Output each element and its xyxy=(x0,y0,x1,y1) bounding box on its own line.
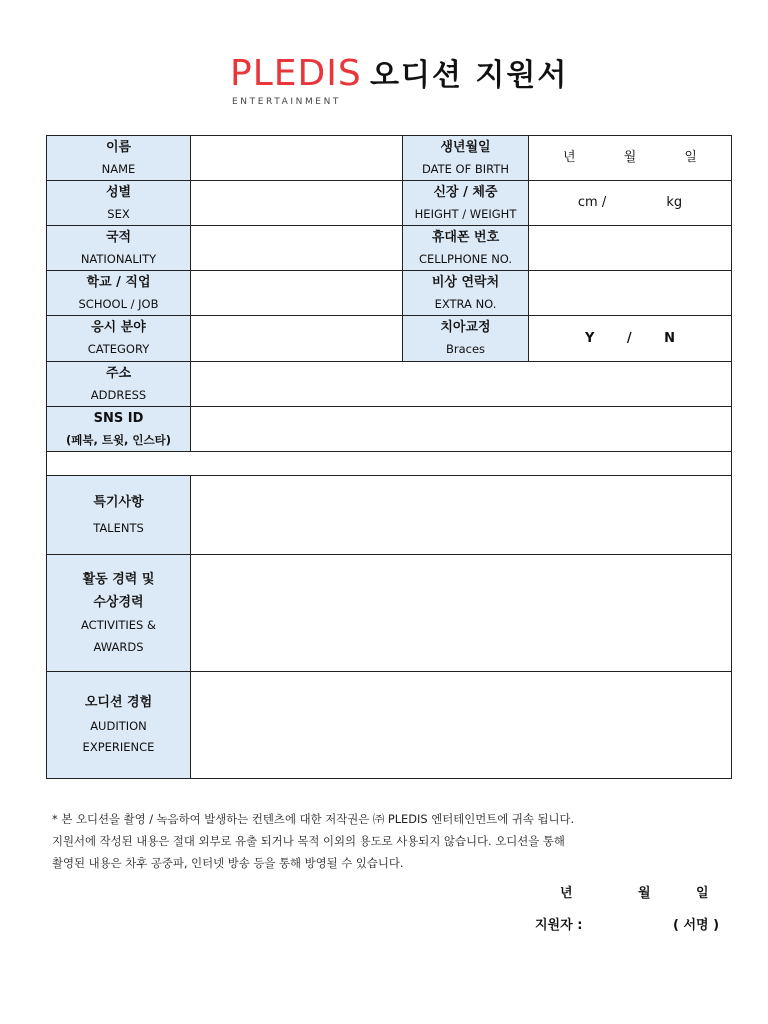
copyright-notice xyxy=(52,808,732,874)
extra-no-label: 비상 연락처 EXTRA NO. xyxy=(403,271,529,316)
weight-unit: kg xyxy=(666,195,683,211)
category-label: 응시 분야 CATEGORY xyxy=(47,316,191,362)
sign-year-unit: 년 xyxy=(560,886,573,901)
audition-label: 오디션 경험 AUDITION EXPERIENCE xyxy=(47,672,191,779)
activities-label: 활동 경력 및 수상경력 ACTIVITIES & AWARDS xyxy=(47,555,191,672)
birth-field[interactable] xyxy=(529,136,732,181)
address-label: 주소 ADDRESS xyxy=(47,362,191,407)
notice-line-1: * 본 오디션을 촬영 / 녹음하여 발생하는 컨텐츠에 대한 저작권은 ㈜ PLEDIS 엔터테인먼트에 귀속 됩니다. xyxy=(52,812,575,826)
sign-day-unit: 일 xyxy=(696,886,709,901)
braces-yes-option[interactable]: Y xyxy=(584,330,595,346)
extra-no-field[interactable] xyxy=(529,271,732,316)
cellphone-label: 휴대폰 번호 CELLPHONE NO. xyxy=(403,226,529,271)
height-unit: cm / xyxy=(577,195,607,211)
school-job-label: 학교 / 직업 SCHOOL / JOB xyxy=(47,271,191,316)
birth-year-unit: 년 xyxy=(563,150,576,166)
cellphone-field[interactable] xyxy=(529,226,732,271)
notice-line-3: 촬영된 내용은 차후 공중파, 인터넷 방송 등을 통해 방영될 수 있습니다. xyxy=(52,856,404,870)
logo-subtitle: ENTERTAINMENT xyxy=(232,97,342,107)
birth-month-unit: 월 xyxy=(623,150,637,166)
name-label: 이름 NAME xyxy=(47,136,191,181)
school-job-field[interactable] xyxy=(191,271,403,316)
application-form-table xyxy=(46,135,732,779)
talents-field[interactable] xyxy=(191,476,732,555)
braces-slash: / xyxy=(626,330,632,346)
sex-label: 성별 SEX xyxy=(47,181,191,226)
activities-field[interactable] xyxy=(191,555,732,672)
audition-field[interactable] xyxy=(191,672,732,779)
form-header xyxy=(0,52,768,112)
spacer-row xyxy=(47,452,732,476)
nationality-field[interactable] xyxy=(191,226,403,271)
braces-no-option[interactable]: N xyxy=(664,330,676,346)
height-weight-field[interactable] xyxy=(529,181,732,226)
sex-field[interactable] xyxy=(191,181,403,226)
sns-field[interactable] xyxy=(191,407,732,452)
sns-label: SNS ID (페북, 트윗, 인스타) xyxy=(47,407,191,452)
sign-month-unit: 월 xyxy=(638,886,651,901)
address-field[interactable] xyxy=(191,362,732,407)
page-title: 오디션 지원서 xyxy=(370,58,569,93)
applicant-label: 지원자 : xyxy=(535,918,583,933)
notice-line-2: 지원서에 작성된 내용은 절대 외부로 유출 되거나 목적 이외의 용도로 사용되지 않습니다. 오디션을 통해 xyxy=(52,834,565,848)
height-weight-label: 신장 / 체중 HEIGHT / WEIGHT xyxy=(403,181,529,226)
birth-day-unit: 일 xyxy=(684,150,697,166)
name-field[interactable] xyxy=(191,136,403,181)
pledis-logo xyxy=(230,52,362,108)
braces-label: 치아교정 Braces xyxy=(403,316,529,362)
talents-label: 특기사항 TALENTS xyxy=(47,476,191,555)
category-field[interactable] xyxy=(191,316,403,362)
signature-mark[interactable]: ( 서명 ) xyxy=(673,918,720,933)
logo-wordmark: PLEDIS xyxy=(230,53,362,94)
nationality-label: 국적 NATIONALITY xyxy=(47,226,191,271)
birth-label: 생년월일 DATE OF BIRTH xyxy=(403,136,529,181)
braces-field[interactable] xyxy=(529,316,732,362)
